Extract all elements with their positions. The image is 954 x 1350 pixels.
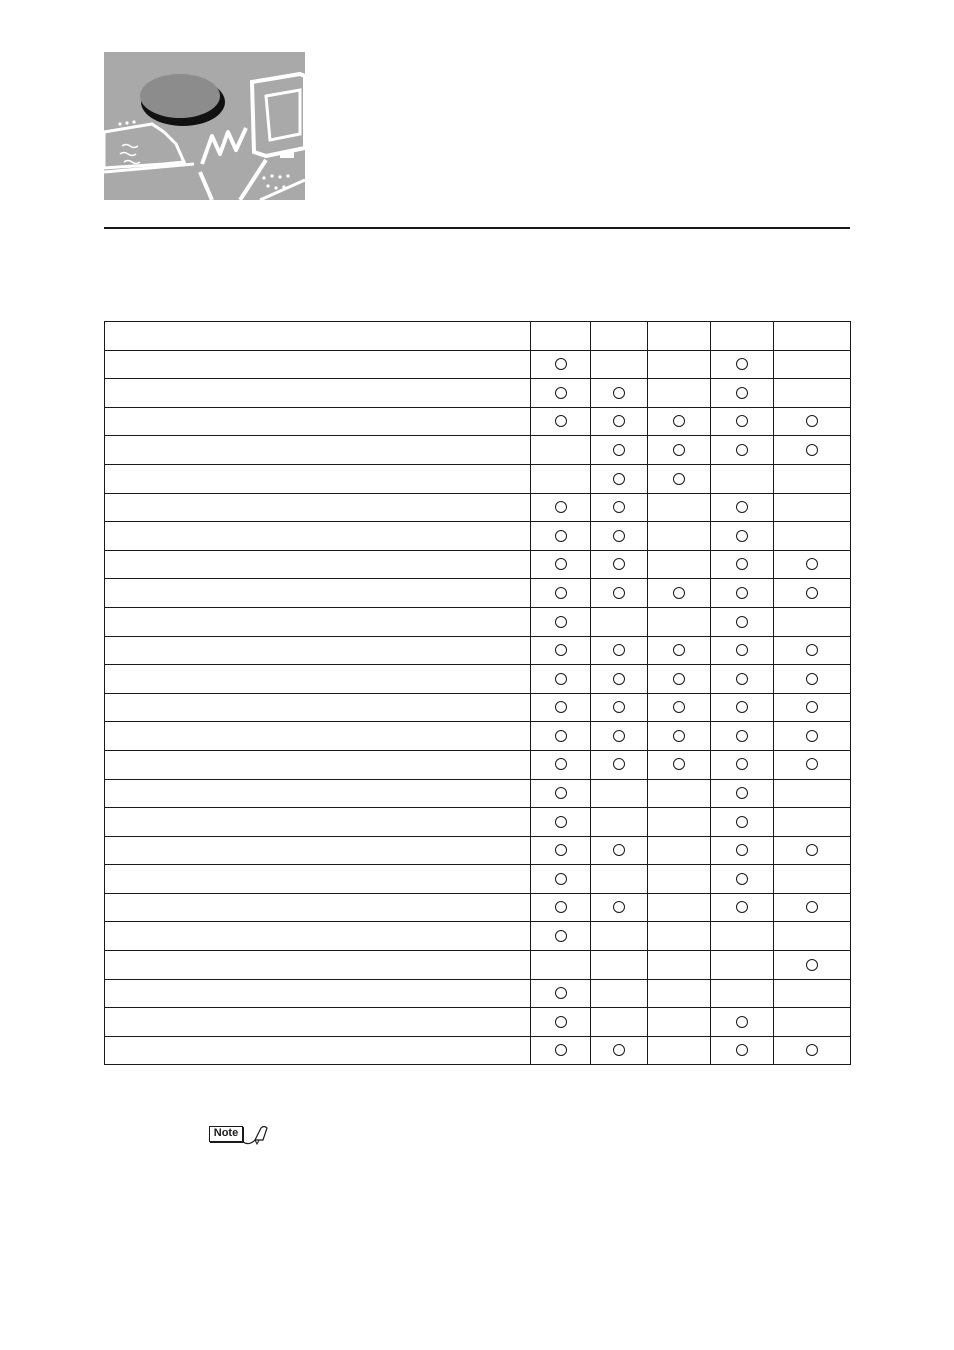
table-cell xyxy=(591,779,648,808)
row-label-cell xyxy=(105,693,531,722)
table-cell xyxy=(591,550,648,579)
table-cell xyxy=(591,865,648,894)
circle-mark-icon xyxy=(555,987,567,999)
table-row xyxy=(105,350,851,379)
table-cell xyxy=(648,865,711,894)
circle-mark-icon xyxy=(613,558,625,570)
table-cell xyxy=(774,636,851,665)
circle-mark-icon xyxy=(613,701,625,713)
table-cell xyxy=(648,665,711,694)
header-cell xyxy=(711,322,774,351)
table-cell xyxy=(711,665,774,694)
circle-mark-icon xyxy=(806,959,818,971)
table-row xyxy=(105,550,851,579)
row-label-cell xyxy=(105,522,531,551)
table-cell xyxy=(648,350,711,379)
table-row xyxy=(105,836,851,865)
table-cell xyxy=(648,893,711,922)
table-cell xyxy=(774,951,851,980)
circle-mark-icon xyxy=(613,387,625,399)
circle-mark-icon xyxy=(736,873,748,885)
circle-mark-icon xyxy=(736,758,748,770)
header-cell xyxy=(591,322,648,351)
row-label-cell xyxy=(105,493,531,522)
table-cell xyxy=(531,722,591,751)
computer-illustration-icon xyxy=(104,52,305,200)
table-cell xyxy=(648,979,711,1008)
circle-mark-icon xyxy=(555,701,567,713)
table-row xyxy=(105,750,851,779)
table-cell xyxy=(591,722,648,751)
table-cell xyxy=(774,522,851,551)
row-label-cell xyxy=(105,951,531,980)
table-cell xyxy=(648,550,711,579)
table-cell xyxy=(591,951,648,980)
row-label-cell xyxy=(105,407,531,436)
table-cell xyxy=(711,407,774,436)
circle-mark-icon xyxy=(806,701,818,713)
circle-mark-icon xyxy=(673,444,685,456)
circle-mark-icon xyxy=(673,644,685,656)
table-cell xyxy=(531,350,591,379)
row-label-cell xyxy=(105,808,531,837)
circle-mark-icon xyxy=(555,387,567,399)
circle-mark-icon xyxy=(555,415,567,427)
circle-mark-icon xyxy=(736,530,748,542)
table-cell xyxy=(774,407,851,436)
table-cell xyxy=(711,607,774,636)
table-cell xyxy=(711,464,774,493)
table-cell xyxy=(774,607,851,636)
table-cell xyxy=(774,1036,851,1065)
circle-mark-icon xyxy=(806,901,818,913)
table-cell xyxy=(711,1036,774,1065)
table-cell xyxy=(774,350,851,379)
table-cell xyxy=(774,379,851,408)
table-cell xyxy=(648,808,711,837)
circle-mark-icon xyxy=(736,673,748,685)
row-label-cell xyxy=(105,722,531,751)
table-cell xyxy=(531,464,591,493)
table-cell xyxy=(774,436,851,465)
circle-mark-icon xyxy=(673,673,685,685)
table-cell xyxy=(774,979,851,1008)
table-cell xyxy=(591,922,648,951)
circle-mark-icon xyxy=(613,473,625,485)
row-label-cell xyxy=(105,550,531,579)
table-cell xyxy=(531,951,591,980)
table-cell xyxy=(531,436,591,465)
circle-mark-icon xyxy=(806,1044,818,1056)
circle-mark-icon xyxy=(736,844,748,856)
circle-mark-icon xyxy=(806,758,818,770)
circle-mark-icon xyxy=(673,758,685,770)
table-cell xyxy=(591,893,648,922)
circle-mark-icon xyxy=(555,758,567,770)
circle-mark-icon xyxy=(806,644,818,656)
note-badge: Note xyxy=(209,1126,243,1142)
table-cell xyxy=(711,693,774,722)
row-label-cell xyxy=(105,379,531,408)
circle-mark-icon xyxy=(736,787,748,799)
circle-mark-icon xyxy=(613,444,625,456)
table-row xyxy=(105,722,851,751)
table-row xyxy=(105,607,851,636)
table-cell xyxy=(774,893,851,922)
table-cell xyxy=(711,979,774,1008)
row-label-cell xyxy=(105,607,531,636)
table-cell xyxy=(648,1008,711,1037)
circle-mark-icon xyxy=(673,587,685,599)
table-row xyxy=(105,493,851,522)
circle-mark-icon xyxy=(806,444,818,456)
table-cell xyxy=(591,350,648,379)
table-cell xyxy=(774,808,851,837)
row-label-cell xyxy=(105,636,531,665)
table-cell xyxy=(711,550,774,579)
circle-mark-icon xyxy=(555,587,567,599)
table-cell xyxy=(591,579,648,608)
table-cell xyxy=(531,779,591,808)
circle-mark-icon xyxy=(806,844,818,856)
table-cell xyxy=(711,750,774,779)
pen-icon xyxy=(241,1124,269,1148)
circle-mark-icon xyxy=(673,473,685,485)
table-cell xyxy=(591,379,648,408)
compatibility-table xyxy=(104,321,851,1065)
circle-mark-icon xyxy=(555,501,567,513)
circle-mark-icon xyxy=(806,730,818,742)
row-label-cell xyxy=(105,665,531,694)
row-label-cell xyxy=(105,464,531,493)
table-cell xyxy=(711,893,774,922)
table-cell xyxy=(531,693,591,722)
table-row xyxy=(105,808,851,837)
circle-mark-icon xyxy=(613,587,625,599)
circle-mark-icon xyxy=(555,873,567,885)
circle-mark-icon xyxy=(555,816,567,828)
header-rule xyxy=(104,227,850,229)
table-row xyxy=(105,636,851,665)
circle-mark-icon xyxy=(736,901,748,913)
table-cell xyxy=(648,750,711,779)
row-label-cell xyxy=(105,579,531,608)
table-cell xyxy=(591,665,648,694)
table-cell xyxy=(774,579,851,608)
table-cell xyxy=(591,607,648,636)
circle-mark-icon xyxy=(555,1016,567,1028)
circle-mark-icon xyxy=(613,415,625,427)
table-cell xyxy=(648,436,711,465)
circle-mark-icon xyxy=(736,730,748,742)
table-cell xyxy=(531,922,591,951)
table-cell xyxy=(591,979,648,1008)
circle-mark-icon xyxy=(736,1016,748,1028)
table-row xyxy=(105,1008,851,1037)
table-cell xyxy=(711,436,774,465)
table-cell xyxy=(531,665,591,694)
table-row xyxy=(105,464,851,493)
table-cell xyxy=(531,1008,591,1037)
circle-mark-icon xyxy=(613,730,625,742)
table-row xyxy=(105,893,851,922)
table-cell xyxy=(531,579,591,608)
table-cell xyxy=(531,865,591,894)
circle-mark-icon xyxy=(613,501,625,513)
table-header-row xyxy=(105,322,851,351)
table-cell xyxy=(774,750,851,779)
table-cell xyxy=(648,922,711,951)
table-cell xyxy=(591,493,648,522)
circle-mark-icon xyxy=(555,616,567,628)
circle-mark-icon xyxy=(736,444,748,456)
table-cell xyxy=(774,922,851,951)
row-label-cell xyxy=(105,779,531,808)
table-row xyxy=(105,865,851,894)
table-cell xyxy=(591,1008,648,1037)
row-label-cell xyxy=(105,979,531,1008)
table-cell xyxy=(711,865,774,894)
table-cell xyxy=(774,836,851,865)
circle-mark-icon xyxy=(673,701,685,713)
circle-mark-icon xyxy=(736,501,748,513)
table-cell xyxy=(711,922,774,951)
circle-mark-icon xyxy=(736,816,748,828)
row-label-cell xyxy=(105,893,531,922)
circle-mark-icon xyxy=(736,644,748,656)
circle-mark-icon xyxy=(555,930,567,942)
table-row xyxy=(105,1036,851,1065)
circle-mark-icon xyxy=(555,358,567,370)
header-cell xyxy=(648,322,711,351)
table-cell xyxy=(648,464,711,493)
table-cell xyxy=(711,808,774,837)
table-row xyxy=(105,436,851,465)
table-cell xyxy=(591,436,648,465)
table-cell xyxy=(531,607,591,636)
table-row xyxy=(105,693,851,722)
table-cell xyxy=(711,722,774,751)
table-cell xyxy=(648,779,711,808)
table-cell xyxy=(531,979,591,1008)
table-cell xyxy=(648,379,711,408)
circle-mark-icon xyxy=(736,1044,748,1056)
circle-mark-icon xyxy=(555,644,567,656)
circle-mark-icon xyxy=(613,673,625,685)
circle-mark-icon xyxy=(555,673,567,685)
table-row xyxy=(105,522,851,551)
table-cell xyxy=(774,865,851,894)
row-label-cell xyxy=(105,436,531,465)
table-cell xyxy=(531,750,591,779)
header-label-cell xyxy=(105,322,531,351)
table-cell xyxy=(711,579,774,608)
table-cell xyxy=(531,836,591,865)
circle-mark-icon xyxy=(736,701,748,713)
table-cell xyxy=(648,636,711,665)
table-cell xyxy=(711,379,774,408)
circle-mark-icon xyxy=(555,1044,567,1056)
circle-mark-icon xyxy=(736,616,748,628)
circle-mark-icon xyxy=(736,387,748,399)
circle-mark-icon xyxy=(613,758,625,770)
circle-mark-icon xyxy=(806,587,818,599)
circle-mark-icon xyxy=(673,415,685,427)
circle-mark-icon xyxy=(806,415,818,427)
table-cell xyxy=(591,693,648,722)
row-label-cell xyxy=(105,350,531,379)
table-cell xyxy=(711,836,774,865)
table-cell xyxy=(774,665,851,694)
table-cell xyxy=(591,407,648,436)
table-cell xyxy=(531,493,591,522)
circle-mark-icon xyxy=(613,844,625,856)
table-cell xyxy=(711,1008,774,1037)
circle-mark-icon xyxy=(555,844,567,856)
table-row xyxy=(105,379,851,408)
circle-mark-icon xyxy=(806,673,818,685)
table-row xyxy=(105,779,851,808)
table-row xyxy=(105,407,851,436)
table-row xyxy=(105,665,851,694)
circle-mark-icon xyxy=(555,558,567,570)
table-cell xyxy=(711,779,774,808)
table-cell xyxy=(774,1008,851,1037)
circle-mark-icon xyxy=(613,901,625,913)
table-cell xyxy=(648,579,711,608)
row-label-cell xyxy=(105,865,531,894)
table-cell xyxy=(648,607,711,636)
table-cell xyxy=(591,808,648,837)
circle-mark-icon xyxy=(806,558,818,570)
circle-mark-icon xyxy=(555,901,567,913)
header-cell xyxy=(531,322,591,351)
table-cell xyxy=(531,636,591,665)
circle-mark-icon xyxy=(736,415,748,427)
circle-mark-icon xyxy=(613,1044,625,1056)
table-cell xyxy=(711,951,774,980)
table-cell xyxy=(774,779,851,808)
table-cell xyxy=(648,1036,711,1065)
circle-mark-icon xyxy=(613,530,625,542)
row-label-cell xyxy=(105,922,531,951)
table-cell xyxy=(531,379,591,408)
table-cell xyxy=(531,808,591,837)
table-row xyxy=(105,922,851,951)
table-cell xyxy=(531,550,591,579)
table-cell xyxy=(531,1036,591,1065)
note-marker xyxy=(209,1124,269,1148)
row-label-cell xyxy=(105,1008,531,1037)
table-cell xyxy=(591,836,648,865)
circle-mark-icon xyxy=(555,530,567,542)
table-cell xyxy=(648,722,711,751)
row-label-cell xyxy=(105,836,531,865)
circle-mark-icon xyxy=(673,730,685,742)
table-cell xyxy=(774,722,851,751)
table-cell xyxy=(591,464,648,493)
table-cell xyxy=(711,350,774,379)
circle-mark-icon xyxy=(555,730,567,742)
table-cell xyxy=(648,407,711,436)
table-cell xyxy=(711,522,774,551)
table-cell xyxy=(531,407,591,436)
table-cell xyxy=(648,693,711,722)
table-cell xyxy=(648,493,711,522)
table-cell xyxy=(648,836,711,865)
table-cell xyxy=(591,1036,648,1065)
table-cell xyxy=(774,464,851,493)
table-cell xyxy=(774,693,851,722)
table-cell xyxy=(591,522,648,551)
table-cell xyxy=(591,636,648,665)
circle-mark-icon xyxy=(555,787,567,799)
table-cell xyxy=(711,493,774,522)
table-cell xyxy=(531,522,591,551)
circle-mark-icon xyxy=(736,358,748,370)
table-cell xyxy=(648,522,711,551)
circle-mark-icon xyxy=(736,558,748,570)
table-cell xyxy=(531,893,591,922)
table-row xyxy=(105,579,851,608)
table-cell xyxy=(774,493,851,522)
row-label-cell xyxy=(105,750,531,779)
table-row xyxy=(105,951,851,980)
circle-mark-icon xyxy=(736,587,748,599)
table-cell xyxy=(774,550,851,579)
table-row xyxy=(105,979,851,1008)
row-label-cell xyxy=(105,1036,531,1065)
header-cell xyxy=(774,322,851,351)
circle-mark-icon xyxy=(613,644,625,656)
table-cell xyxy=(591,750,648,779)
table-cell xyxy=(711,636,774,665)
table-cell xyxy=(648,951,711,980)
